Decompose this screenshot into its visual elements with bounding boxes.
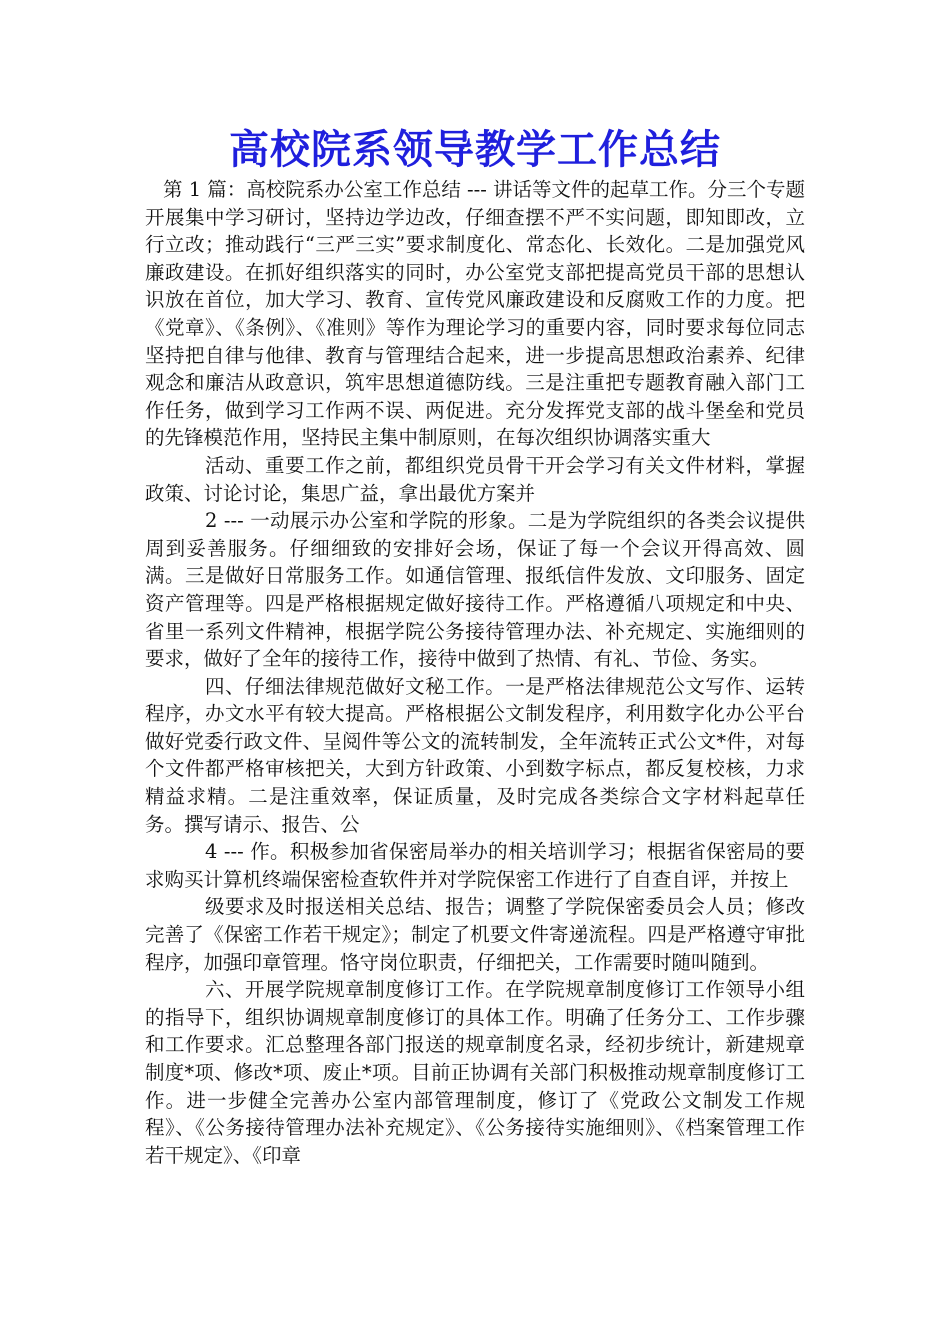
- paragraph: 四、仔细法律规范做好文秘工作。一是严格法律规范公文写作、运转程序，办文水平有较大提高。严格根据公文制发程序，利用数字化办公平台做好党委行政文件、呈阅件等公文的流转制发，全年流转正式公文*件，对每个文件都严格审核把关，大到方针政策、小到数字标点，都反复校核，力求精益求精。二是注重效率，保证质量，及时完成各类综合文字材料起草任务。撰写请示、报告、公: [145, 674, 805, 836]
- document-title: 高校院系领导教学工作总结: [229, 127, 721, 173]
- paragraph: 六、开展学院规章制度修订工作。在学院规章制度修订工作领导小组的指导下，组织协调规章制度修订的具体工作。明确了任务分工、工作步骤和工作要求。汇总整理各部门报送的规章制度名录，经初步统计，新建规章制度*项、修改*项、废止*项。目前正协调有关部门积极推动规章制度修订工作。进一步健全完善办公室内部管理制度，修订了《党政公文制发工作规程》、《公务接待管理办法补充规定》、《公务接待实施细则》、《档案管理工作若干规定》、《印章: [145, 978, 805, 1167]
- document-body: [145, 176, 805, 1169]
- paragraph: 4 --- 作。积极参加省保密局举办的相关培训学习；根据省保密局的要求购买计算机终端保密检查软件并对学院保密工作进行了自查自评，并按上: [145, 840, 805, 891]
- paragraph: 级要求及时报送相关总结、报告；调整了学院保密委员会人员；修改完善了《保密工作若干规定》；制定了机要文件寄递流程。四是严格遵守审批程序，加强印章管理。恪守岗位职责，仔细把关，工作需要时随叫随到。: [145, 895, 805, 974]
- paragraph: 2 --- 一动展示办公室和学院的形象。二是为学院组织的各类会议提供周到妥善服务。仔细细致的安排好会场，保证了每一个会议开得高效、圆满。三是做好日常服务工作。如通信管理、报纸信件发放、文印服务、固定资产管理等。四是严格根据规定做好接待工作。严格遵循八项规定和中央、省里一系列文件精神，根据学院公务接待管理办法、补充规定、实施细则的要求，做好了全年的接待工作，接待中做到了热情、有礼、节俭、务实。: [145, 509, 805, 671]
- paragraph: 活动、重要工作之前，都组织党员骨干开会学习有关文件材料，掌握政策、讨论讨论，集思广益，拿出最优方案并: [145, 453, 805, 505]
- paragraph: 第 1 篇：高校院系办公室工作总结 --- 讲话等文件的起草工作。分三个专题开展集中学习研讨，坚持边学边改，仔细查摆不严不实问题，即知即改，立行立改；推动践行“三严三实”要求制度化、常态化、长效化。二是加强党风廉政建设。在抓好组织落实的同时，办公室党支部把提高党员干部的思想认识放在首位，加大学习、教育、宣传党风廉政建设和反腐败工作的力度。把《党章》、《条例》、《准则》等作为理论学习的重要内容，同时要求每位同志坚持把自律与他律、教育与管理结合起来，进一步提高思想政治素养、纪律观念和廉洁从政意识，筑牢思想道德防线。三是注重把专题教育融入部门工作任务，做到学习工作两不误、两促进。充分发挥党支部的战斗堡垒和党员的先锋模范作用，坚持民主集中制原则，在每次组织协调落实重大: [145, 178, 805, 450]
